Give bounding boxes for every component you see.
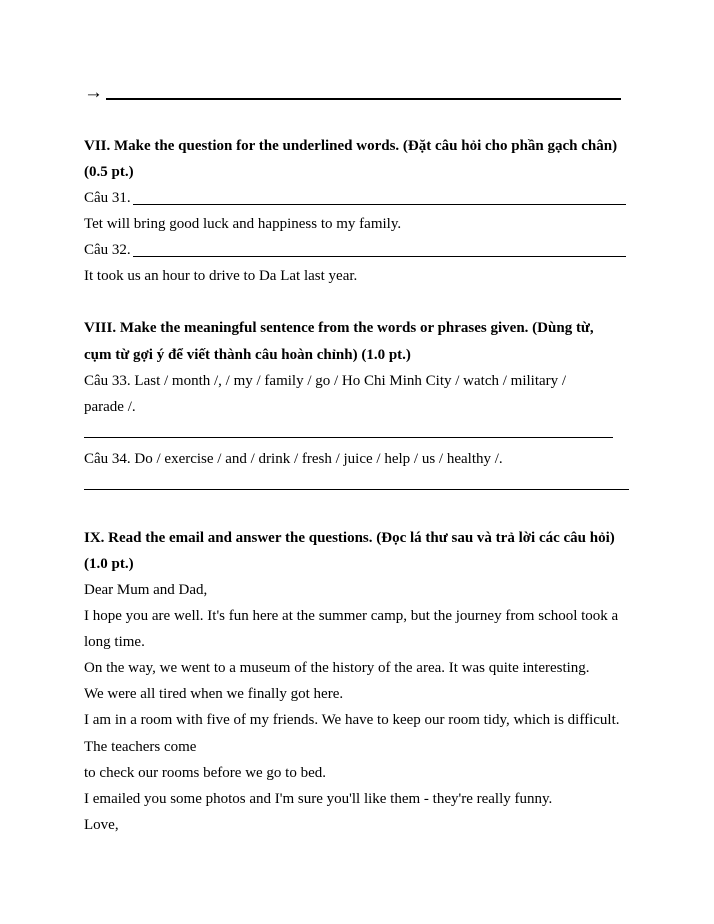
question-32-sentence: It took us an hour to drive to Da Lat last year.	[84, 268, 358, 284]
question-34-answer-line[interactable]	[84, 489, 629, 490]
email-line: long time.	[84, 634, 145, 650]
section-8-title-cont: cụm từ gợi ý để viết thành câu hoàn chỉnh) (1.0 pt.)	[84, 347, 411, 363]
section-9-points: (1.0 pt.)	[84, 556, 134, 572]
question-31-label: Câu 31.	[84, 190, 131, 206]
email-line: Dear Mum and Dad,	[84, 582, 208, 598]
answer-blank-line[interactable]	[106, 98, 621, 100]
question-31-answer-line[interactable]	[133, 204, 626, 205]
question-31-sentence: Tet will bring good luck and happiness to my family.	[84, 216, 402, 232]
section-7-points: (0.5 pt.)	[84, 164, 134, 180]
question-33-answer-line[interactable]	[84, 437, 613, 438]
section-7-title: VII. Make the question for the underlined words. (Đặt câu hỏi cho phần gạch chân)	[84, 138, 618, 154]
email-line: We were all tired when we finally got here.	[84, 686, 344, 702]
email-sign-off: Love,	[84, 817, 119, 833]
email-line: On the way, we went to a museum of the history of the area. It was quite interesting.	[84, 660, 590, 676]
question-33-prompt-cont: parade /.	[84, 399, 136, 415]
question-32-label: Câu 32.	[84, 242, 131, 258]
email-line: I am in a room with five of my friends. We have to keep our room tidy, which is difficult.	[84, 712, 620, 728]
email-line: to check our rooms before we go to bed.	[84, 765, 327, 781]
answer-line-arrow	[84, 84, 624, 104]
arrow-icon: →	[84, 82, 103, 103]
email-line: The teachers come	[84, 739, 197, 755]
question-32-answer-line[interactable]	[133, 256, 626, 257]
section-8-title: VIII. Make the meaningful sentence from the words or phrases given. (Dùng từ,	[84, 320, 594, 336]
section-9-title: IX. Read the email and answer the questions. (Đọc lá thư sau và trả lời các câu hỏi)	[84, 530, 615, 546]
question-34-prompt: Câu 34. Do / exercise / and / drink / fresh / juice / help / us / healthy /.	[84, 451, 503, 467]
email-line: I hope you are well. It's fun here at the summer camp, but the journey from school took a	[84, 608, 619, 624]
question-33-prompt: Câu 33. Last / month /, / my / family / go / Ho Chi Minh City / watch / military /	[84, 373, 567, 389]
email-line: I emailed you some photos and I'm sure you'll like them - they're really funny.	[84, 791, 553, 807]
